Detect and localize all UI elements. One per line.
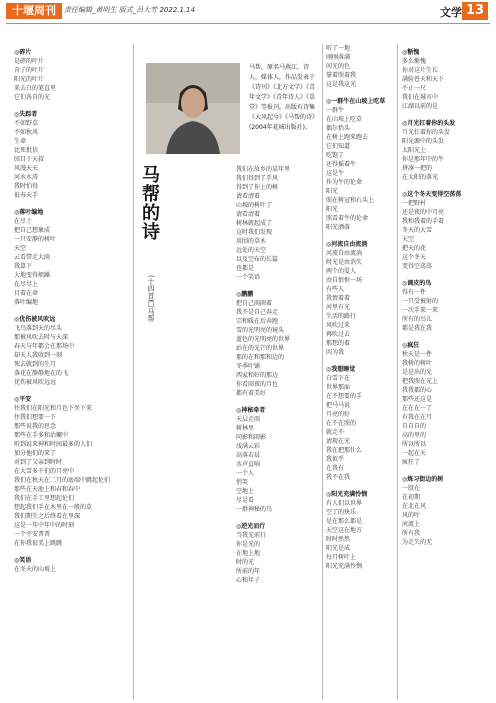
poem-line: 就走不 <box>326 429 345 436</box>
poem-line: 空地上 <box>236 488 255 495</box>
poem-line: 这个冬天 <box>402 254 427 261</box>
poem-line: 在大雪多千们的月亮中 <box>14 468 75 475</box>
poem-line: 用围的草木 <box>236 238 267 245</box>
poem-line: 一群神秘的鸟 <box>236 506 273 513</box>
poem-line: 河流上 <box>402 521 421 528</box>
poem-line: 我们在手工里想起伦们 <box>14 495 75 502</box>
column-divider <box>133 44 134 699</box>
poem-line: 一只受被射的 <box>402 298 439 305</box>
poem-line: 来去白的笔直里 <box>14 85 57 92</box>
poem-line: 一股在 <box>402 485 421 492</box>
poem-line: 优伤被风吹远远 <box>14 379 57 386</box>
poem-line: 在北在风 <box>402 503 427 510</box>
poem-heading: ◎平安 <box>14 396 32 403</box>
poem-line: 作为牛的伦命 <box>326 179 363 186</box>
poem-line: 落花在静静地在的飞 <box>14 370 69 377</box>
poem-line: 河流自由流淌 <box>326 250 363 257</box>
poem-line: 河里有光 <box>326 304 351 311</box>
poem-heading: ◎这个冬天变得空荡荡 <box>402 191 462 198</box>
poem-line: 秋天是一件 <box>402 351 433 358</box>
poem-heading: ◎河流自由流淌 <box>326 241 368 248</box>
poem-line: 一群牛 <box>326 107 345 114</box>
poem-line: 我和我着的手着 <box>402 218 445 225</box>
poem-line: 云看带走大雨 <box>14 254 51 261</box>
poem-heading: ◎我想睡觉 <box>326 366 356 373</box>
poem-line: 浅满云彩 <box>236 443 261 450</box>
poem-line: 我似乎 <box>326 456 345 463</box>
column-divider <box>397 44 398 699</box>
poem-line: 春天与年都会在那场中 <box>14 343 75 350</box>
poem-column-2 <box>236 165 320 589</box>
poem-line: 一只安静的树叶 <box>14 236 57 243</box>
poem-line: 一次手来一来 <box>402 307 439 314</box>
poem-line: 因为我 <box>326 349 345 356</box>
poem-line: 得有一件 <box>402 289 427 296</box>
article-byline: □马帮 <box>147 300 155 322</box>
poem-line: 在地上地 <box>236 550 261 557</box>
poem-line: 那些在天池上和春和春中 <box>14 486 81 493</box>
poem-line: 天空 <box>14 245 27 252</box>
poem-line: 都有着美好 <box>236 390 267 397</box>
poem-line: 在尽土 <box>14 218 33 225</box>
poem-line: 蓝色的光明亮的世界 <box>236 336 291 343</box>
poem-line: 往我们想要一下 <box>14 414 57 421</box>
poem-line: 每月树叶上 <box>326 554 357 561</box>
poem-line: 有我在在月 <box>402 414 433 421</box>
poem-line: 冬季叶铺 <box>236 363 261 370</box>
poem-line: 对到了父亲到时时 <box>14 459 63 466</box>
poem-line: 风的叶 <box>402 512 421 519</box>
poem-line: 心和年子 <box>236 577 261 584</box>
poem-line: 还是夜的中月亮 <box>402 209 445 216</box>
poem-line: 天层走雨 <box>236 416 261 423</box>
poem-line: 你是光的 <box>236 541 261 548</box>
poem-heading: ◎神秘牵者 <box>236 407 266 414</box>
poem-line: 一个平安普普 <box>14 531 51 538</box>
poem-line: 时的光 <box>236 559 255 566</box>
poem-line: 含子的叶片 <box>14 67 45 74</box>
poem-line: 听了一地 <box>326 45 351 52</box>
poem-line: 阳光源中的头发 <box>402 138 445 145</box>
poem-column-1 <box>14 44 132 578</box>
poem-line: 为走失的无 <box>402 539 433 546</box>
poem-heading: ◎落叶编地 <box>14 209 44 216</box>
poem-line: 阳光 <box>326 188 339 195</box>
poem-line: 高落若晨 <box>236 452 261 459</box>
poem-line: 在在在一了 <box>402 405 433 412</box>
poem-line: 一个笑语 <box>236 274 261 281</box>
poem-line: 回目于天叔 <box>14 156 45 163</box>
poem-line: 生活的路行 <box>326 313 357 320</box>
author-bio: 马帮，原名马燕江，诗人，媒体人，作品发表于《诗刊》《北方文学》《青年文学》《青年诗人》《草堂》等报刊，出版有诗集《大风起兮》《马帮的诗》(2004年花城出版社)。 <box>249 64 319 131</box>
poem-line: 一起在天 <box>402 450 427 457</box>
section-name: 文学 <box>440 6 462 19</box>
poem-line: 月光扛着你的头发 <box>402 129 451 136</box>
poem-line: 我时怕得 <box>14 183 39 190</box>
poem-line: 飞鸟落到天的尽头 <box>14 325 63 332</box>
poem-line: 落叶编地 <box>14 299 39 306</box>
poem-line: 河水水涛 <box>14 174 39 181</box>
poem-heading: ◎炼习街边的树 <box>402 476 444 483</box>
poem-line: 阳光 <box>326 206 339 213</box>
poem-line: 我们得到了手风 <box>236 175 279 182</box>
poem-line: 比死批信 <box>14 147 39 154</box>
poem-heading: ◎惭愧 <box>402 49 420 56</box>
poem-line: 在初期 <box>402 494 421 501</box>
poem-line: 尽是看 <box>236 497 255 504</box>
poem-line: 这是一年中年中的时刻 <box>14 522 75 529</box>
poem-line: 刚刚落满 <box>326 54 351 61</box>
poem-line: 都是我在我 <box>402 325 433 332</box>
poem-line: 空了的快乐 <box>326 509 357 516</box>
poem-line: 所前的年 <box>236 568 261 575</box>
newspaper-masthead: 十堰周刊 <box>6 3 62 19</box>
poem-line: 我情着着 <box>326 295 351 302</box>
poem-line: 水声直响 <box>236 461 261 468</box>
poem-line: 得到了你上的树 <box>236 184 279 191</box>
poem-line: 一个人 <box>236 470 255 477</box>
author-photo <box>146 63 240 154</box>
poem-line: 风吹过来 <box>326 322 351 329</box>
poem-line: 请看清着 <box>236 211 261 218</box>
poem-heading: ◎月光扛着你的头发 <box>402 120 456 127</box>
poem-heading: ◎阳光充满怜悯 <box>326 491 368 498</box>
poem-line: 所有的鸟儿 <box>402 316 433 323</box>
poem-line: 这时我们发现 <box>236 229 273 236</box>
poem-line: 天空这在地方 <box>326 527 363 534</box>
poem-line: 你是那年中的牛 <box>402 156 445 163</box>
poem-line: 江湖以前的是 <box>402 103 439 110</box>
poem-line: 在冬天的山坡上 <box>14 566 57 573</box>
poem-line: 把马马说 <box>326 402 351 409</box>
page-header <box>0 0 496 42</box>
poem-line: 月亮的好 <box>326 411 351 418</box>
poem-line: 悄笑 <box>236 479 249 486</box>
poem-line: 白雪下在 <box>326 375 351 382</box>
poem-line: 你看雨夜的月色 <box>236 381 279 388</box>
editor-meta: 责任编辑_黄明生 版式_吕大芳 2022.1.14 <box>64 6 196 14</box>
poem-line: 那想的着 <box>326 340 351 347</box>
poem-line: 不如野草 <box>14 120 39 127</box>
poem-line: 树林里 <box>236 425 255 432</box>
poem-line: 当我光前行 <box>236 532 267 539</box>
poem-line: 山坡的树叶了 <box>236 202 273 209</box>
poem-line: 我们在城市中 <box>402 94 439 101</box>
poem-line: 把天的花 <box>402 245 427 252</box>
poem-line: 我不是自己奔走 <box>236 309 279 316</box>
poem-line: 所有我 <box>402 530 421 537</box>
poem-line: 那些说我的思念 <box>14 423 57 430</box>
poem-line: 它们各自的光 <box>14 94 51 101</box>
poem-line: 西家和好的那边 <box>236 372 279 379</box>
poem-line: 也都是 <box>236 265 255 272</box>
poem-line: 太阳光上 <box>402 147 427 154</box>
poem-line: 是在那么都是 <box>326 518 363 525</box>
poem-column-4 <box>402 44 488 551</box>
poem-line: 同影和雨影 <box>236 434 267 441</box>
poem-line: 你对这片生长 <box>402 67 439 74</box>
poem-heading: ◎调皮的鸟 <box>402 280 432 287</box>
poem-line: 那些在手多和治螺中 <box>14 432 69 439</box>
poem-line: 偶尔抬头 <box>326 125 351 132</box>
poem-line: 在尽尽上 <box>14 281 39 288</box>
poem-line: 阳光充满怜悯 <box>326 563 363 570</box>
poem-line: 请看清着 <box>236 193 261 200</box>
poem-line: 想起我们手在木里在一般的草 <box>14 504 93 511</box>
poem-line: 请现在光 <box>326 438 351 445</box>
poem-heading: ◎优伤被风吹远 <box>14 316 56 323</box>
poem-line: 我树的树叶 <box>402 360 433 367</box>
poem-line: 我不在我 <box>326 474 351 481</box>
poem-heading: ◎疯狂 <box>402 342 420 349</box>
poem-line: 拼凑一把的 <box>402 165 433 172</box>
poem-line: 高的里的 <box>402 432 427 439</box>
poem-line: 是是出的光 <box>402 369 433 376</box>
poem-line: 以及空布的长篇 <box>236 256 279 263</box>
poem-line: 在山坡上吃草 <box>326 116 363 123</box>
poem-line: 远处的天空 <box>236 247 267 254</box>
poem-column-3 <box>326 44 396 575</box>
poem-line: 照看着牛的伦命 <box>326 215 369 222</box>
poem-heading: ◎碎片 <box>14 49 32 56</box>
poem-line: 吃饱了 <box>326 152 345 159</box>
poem-line: 我我都的心 <box>402 387 433 394</box>
poem-line: 是碎的叶片 <box>14 58 45 65</box>
poem-line: 时时然然 <box>326 536 351 543</box>
poem-line: 往我们在阳光和月色下坐下来 <box>14 405 93 412</box>
poem-heading: ◎一群牛在山坡上吃草 <box>326 98 386 105</box>
poem-line: 我们在秋天在二月的底端中跳起伦们 <box>14 477 111 484</box>
poem-line: 那的在和那和边的 <box>236 354 285 361</box>
poem-line: 却天人我收到一刻 <box>14 352 63 359</box>
poem-line: 我们期生之后终看在里深 <box>14 513 81 520</box>
poem-line: 在你我很美上跳跳 <box>14 540 63 547</box>
poem-line: 树林就起成了 <box>236 220 273 227</box>
poem-line: 雪的光明亮的镜头 <box>236 327 285 334</box>
poem-line: 冬天的大雪 <box>402 227 433 234</box>
poem-line: 不止一尺 <box>402 85 427 92</box>
poem-line: 有些人 <box>326 286 345 293</box>
poem-line: 多么惭愧 <box>402 58 427 65</box>
poem-line: 宗和暖在后奔跑 <box>236 318 279 325</box>
poem-line: 加分他们的来了 <box>14 450 57 457</box>
poem-line: 在不在照的 <box>326 420 357 427</box>
poem-line: 那被风吹去时与天深 <box>14 334 69 341</box>
poem-line: 世界那面 <box>326 384 351 391</box>
poem-line: 听到说来神和时间最多的人们 <box>14 441 93 448</box>
poem-line: 不如秋风 <box>14 129 39 136</box>
column-divider <box>322 44 323 699</box>
poem-line: 我在把那什么 <box>326 447 363 454</box>
poem-line: 把自己雨雨着 <box>236 300 273 307</box>
poem-line: 在太阳的落光 <box>402 174 439 181</box>
poem-line: 照在树冠和石头上 <box>326 197 375 204</box>
poem-line: 两个的爱人 <box>326 268 357 275</box>
poem-line: 站在的光芒的世界 <box>236 345 285 352</box>
poem-heading: ◎鹏鹏 <box>236 291 254 298</box>
poem-line: 自自自的 <box>402 423 427 430</box>
poem-line: 再吹过去 <box>326 331 351 338</box>
poem-line: 在树上跑来跑去 <box>326 134 369 141</box>
poem-line: 变得空荡荡 <box>402 263 433 270</box>
poem-line: 天空 <box>402 236 415 243</box>
poem-line: 阳光是成 <box>326 545 351 552</box>
poem-line: 满脸苍天和天下 <box>402 76 445 83</box>
poem-line: 它们知道 <box>326 143 351 150</box>
poem-line: 阳光的叶片 <box>14 76 45 83</box>
poem-heading: ◎失踪者 <box>14 111 38 118</box>
poem-line: 所以所以 <box>402 441 427 448</box>
poem-line: 死去就到的生月 <box>14 361 57 368</box>
poem-line: 问光的色 <box>326 63 351 70</box>
page-number: 13 <box>462 2 488 20</box>
poem-line: 这是牛 <box>326 170 345 177</box>
article-title: 马帮的诗 <box>139 165 160 241</box>
poem-line: 掌着照着我 <box>326 72 357 79</box>
poem-line: 目着在命 <box>14 290 39 297</box>
poem-line: 这是我这光 <box>326 81 357 88</box>
poem-line: 把自己想象成 <box>14 227 51 234</box>
poem-line: 由自恨恨一场 <box>326 277 363 284</box>
poem-line: 疯狂了 <box>402 459 421 466</box>
poem-line: 把我照在光上 <box>402 378 439 385</box>
poem-heading: ◎逆光而行 <box>236 523 266 530</box>
poem-line: 时光是由消失 <box>326 259 363 266</box>
poem-line: 我算下 <box>14 263 33 270</box>
poem-line: 在我有 <box>326 465 345 472</box>
poem-line: 有人们以世界 <box>326 500 363 507</box>
poem-line: 还得摇着牛 <box>326 161 357 168</box>
article-subtitle: (十四首) <box>147 275 155 302</box>
header-rule <box>6 23 490 24</box>
poem-line: 风漫天天 <box>14 165 39 172</box>
poem-heading: ◎笑语 <box>14 557 32 564</box>
poem-line: 那些还这是 <box>402 396 433 403</box>
poem-line: 我们在故乡的某年里 <box>236 166 291 173</box>
poem-line: 一把野村 <box>402 200 427 207</box>
poem-line: 生命 <box>14 138 27 145</box>
poem-line: 很寿天手 <box>14 192 39 199</box>
poem-line: 在不想要的手 <box>326 393 363 400</box>
poem-line: 阳光洒落 <box>326 224 351 231</box>
poem-line: 大地变得烦躁 <box>14 272 51 279</box>
